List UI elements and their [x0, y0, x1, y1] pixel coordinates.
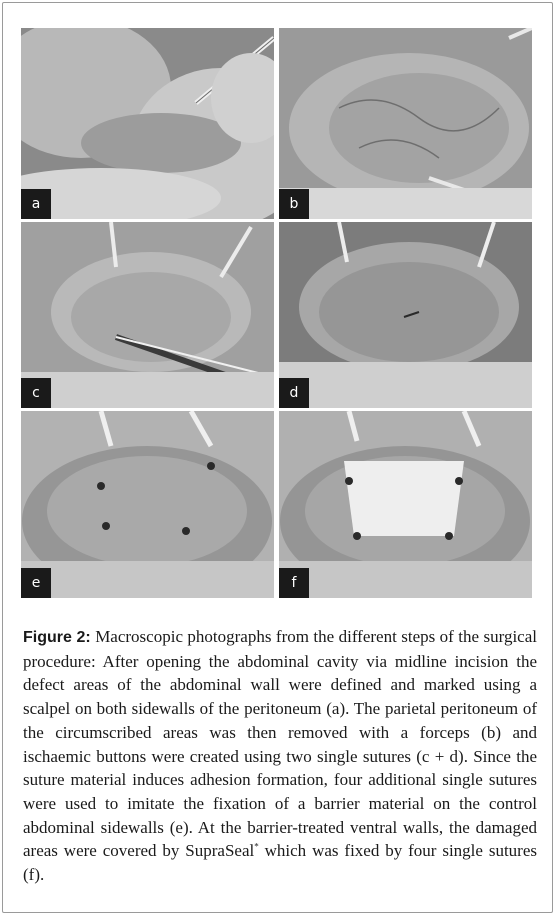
figure-frame	[2, 2, 553, 913]
panel-label-e: e	[21, 568, 51, 598]
surgical-photo-a	[21, 28, 274, 219]
figure-caption	[23, 625, 537, 887]
photo-panel-a	[21, 28, 274, 219]
trademark-mark: *	[254, 841, 259, 852]
figure-label: Figure 2:	[23, 629, 91, 646]
photo-panel-d	[279, 222, 532, 408]
photo-panel-c	[21, 222, 274, 408]
surgical-photo-b	[279, 28, 532, 219]
photo-panel-f	[279, 411, 532, 598]
panel-label-f: f	[279, 568, 309, 598]
caption-text-part2: which was fixed by four single sutures (f).	[23, 841, 537, 885]
surgical-photo-f	[279, 411, 532, 598]
surgical-photo-e	[21, 411, 274, 598]
panel-label-c: c	[21, 378, 51, 408]
panel-label-d: d	[279, 378, 309, 408]
photo-panel-b	[279, 28, 532, 219]
photo-panel-e	[21, 411, 274, 598]
panel-label-a: a	[21, 189, 51, 219]
surgical-photo-d	[279, 222, 532, 408]
caption-text-part1: Macroscopic photographs from the different steps of the surgical procedure: After opening the abdominal cavity via midline incision the defect areas of the abdominal wall were defined and marked using a scalpel on both sidewalls of the peritoneum (a). The parietal peritoneum of the circumscribed areas was then removed with a forceps (b) and ischaemic buttons were created using two single sutures (c + d). Since the suture material induces adhesion formation, four additional single sutures were used to imitate the fixation of a barrier material on the control abdominal sidewalls (e). At the barrier-treated ventral walls, the damaged areas were covered by SupraSeal	[23, 627, 537, 861]
panel-label-b: b	[279, 189, 309, 219]
surgical-photo-c	[21, 222, 274, 408]
